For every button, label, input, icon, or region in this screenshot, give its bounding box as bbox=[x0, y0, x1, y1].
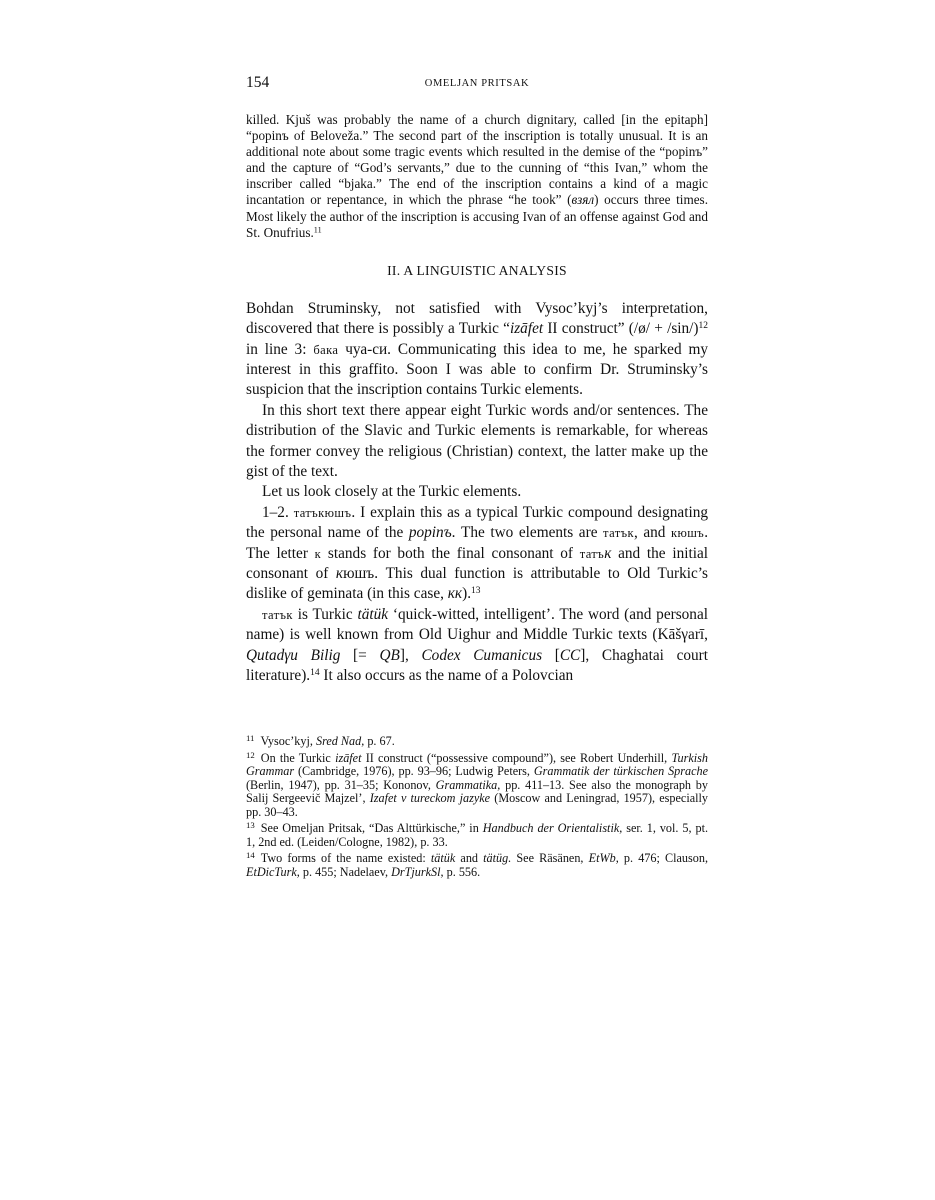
text-run: p. 67. bbox=[364, 734, 395, 749]
small-caps-term: татък bbox=[262, 607, 293, 622]
book-page bbox=[246, 72, 708, 879]
small-caps-term: татък bbox=[603, 526, 634, 541]
text-run: pp. 411–13. See also the monograph by Salij Sergeevič Majzel’, bbox=[246, 777, 708, 806]
footnote-11 bbox=[246, 732, 708, 748]
text-run: (Cambridge, 1976), pp. 93–96; Ludwig Peters, bbox=[294, 764, 534, 779]
text-run: . I explain this as a typical Turkic compound designating the personal name of the bbox=[246, 503, 709, 542]
footnote-number: 11 bbox=[246, 733, 255, 744]
small-caps-term: к bbox=[314, 546, 322, 561]
text-run: 1–2. bbox=[262, 503, 294, 521]
italic-title: Izafet v tureckom jazyke bbox=[369, 791, 491, 806]
footnote-ref[interactable]: 11 bbox=[313, 225, 322, 235]
italic-term: izāfet bbox=[335, 750, 362, 765]
italic-title: Grammatik der türkischen Sprache bbox=[533, 764, 709, 779]
text-run: . The letter bbox=[246, 524, 709, 562]
footnote-number: 12 bbox=[246, 749, 255, 760]
text-run: and bbox=[455, 851, 484, 866]
paragraph-look-closely: Let us look closely at the Turkic elements. bbox=[262, 483, 522, 501]
text-run: p. 556. bbox=[443, 864, 481, 879]
text-run: ). bbox=[462, 585, 472, 603]
italic-term: Qutadγu Bilig bbox=[246, 646, 341, 664]
text-run: ser. 1, vol. 5, pt. 1, 2nd ed. (Leiden/Cologne, 1982), p. 33. bbox=[246, 821, 708, 849]
text-run: (Moscow and Leningrad, 1957), especially pp. 30–43. bbox=[246, 791, 708, 819]
footnote-12 bbox=[246, 749, 708, 819]
text-run: ], Chaghatai court literature). bbox=[246, 646, 708, 685]
italic-term: popinъ bbox=[408, 524, 452, 542]
footnote-ref[interactable]: 14 bbox=[310, 667, 320, 678]
italic-term: tätük bbox=[430, 851, 456, 866]
footnote-14 bbox=[246, 849, 708, 879]
italic-term: QB bbox=[379, 646, 400, 664]
text-run: II construct” (/ø/ + /sin/) bbox=[543, 320, 699, 338]
footnote-13 bbox=[246, 819, 708, 849]
footnote-number: 13 bbox=[246, 820, 255, 831]
text-run: юшъ. This dual function is attributable to Old Turkic’s dislike of geminata (in this case, bbox=[246, 565, 708, 603]
text-run: [ bbox=[542, 646, 560, 664]
italic-term: CC bbox=[559, 646, 581, 664]
italic-title: Grammatika, bbox=[435, 777, 501, 792]
text-run: is Turkic bbox=[292, 605, 358, 623]
text-run: It also occurs as the name of a Polovcian bbox=[319, 667, 574, 685]
text-run: Two forms of the name existed: bbox=[260, 851, 431, 866]
running-head bbox=[246, 72, 708, 98]
italic-word: взял bbox=[571, 192, 595, 208]
intro-text bbox=[246, 112, 708, 241]
text-run: Vysoc’kyj, bbox=[260, 734, 316, 749]
running-title: OMELJAN PRITSAK bbox=[424, 78, 530, 89]
italic-term: к bbox=[604, 544, 612, 562]
italic-title: Handbuch der Orientalistik, bbox=[482, 821, 623, 836]
small-caps-term: татъкюшъ bbox=[293, 505, 352, 520]
italic-term: izāfet bbox=[509, 320, 544, 338]
text-run: p. 455; Nadelaev, bbox=[299, 864, 392, 879]
text-run: stands for both the final consonant of bbox=[321, 544, 580, 562]
paragraph-distribution: In this short text there appear eight Turkic words and/or sentences. The distribution of the Slavic and Turkic elements is remarkable, for whereas the former convey the religious (Christian) context, the latter make up the gist of the text. bbox=[246, 401, 708, 480]
text-run: чуа-си. Communicating this idea to me, he sparked my interest in this graffito. Soon I was able to confirm Dr. Struminsky’s suspicion that the inscription contains Turkic elements. bbox=[246, 340, 709, 399]
small-caps-term: татъ bbox=[579, 546, 605, 561]
small-caps-term: бака bbox=[313, 342, 339, 357]
italic-title: Turkish Grammar bbox=[246, 750, 709, 779]
italic-title: DrTjurkSl, bbox=[391, 864, 444, 879]
small-caps-term: кюшъ bbox=[671, 526, 705, 541]
text-run: See Omeljan Pritsak, “Das Alttürkische,” in bbox=[260, 821, 483, 836]
text-run: See Räsänen, bbox=[511, 851, 589, 866]
text-run: and the initial consonant of bbox=[246, 544, 709, 583]
text-run: ‘quick-witted, intelligent’. The word (and personal name) is well known from Old Uighur and Middle Turkic texts (Kāšγarī, bbox=[246, 605, 708, 644]
text-run: in line 3: bbox=[246, 340, 314, 358]
text-run: On the Turkic bbox=[260, 750, 336, 765]
text-run: p. 476; Clauson, bbox=[618, 851, 708, 866]
paragraph-tatk bbox=[246, 605, 708, 687]
text-run: II construct (“possessive compound”), see Robert Underhill, bbox=[361, 750, 672, 765]
paragraph-struminsky bbox=[246, 299, 708, 401]
intro-text-part: killed. Kjuš was probably the name of a church dignitary, called [in the epitaph] “popinъ of Beloveža.” The second part of the inscription is totally unusual. It is an additional note about some tragic events which resulted in the demise of the “popinъ” and the capture of “God’s servants,” due to the cunning of “this Ivan,” whom the inscriber called “bjaka.” The end of the inscription contains a kind of a magic incantation or repentance, in which the phrase “he took” ( bbox=[246, 112, 708, 208]
footnote-ref[interactable]: 13 bbox=[471, 586, 481, 597]
italic-term: tätüg. bbox=[483, 851, 512, 866]
italic-title: Sred Nad, bbox=[315, 734, 365, 749]
text-run: (Berlin, 1947), pp. 31–35; Kononov, bbox=[246, 777, 436, 792]
text-run: Bohdan Struminsky, not satisfied with Vysoc’kyj’s interpretation, discovered that there is possibly a Turkic “ bbox=[246, 299, 708, 338]
intro-paragraph bbox=[246, 112, 708, 241]
paragraph-tatkjus bbox=[246, 503, 708, 605]
italic-title: EtWb, bbox=[588, 851, 619, 866]
text-run: . The two elements are bbox=[451, 524, 604, 542]
italic-title: EtDicTurk, bbox=[246, 864, 300, 879]
body-text bbox=[246, 299, 708, 687]
section-heading: II. A LINGUISTIC ANALYSIS bbox=[387, 262, 567, 278]
italic-term: Codex Cumanicus bbox=[421, 646, 543, 664]
page-number: 154 bbox=[246, 74, 270, 91]
footnotes bbox=[246, 732, 708, 879]
footnote-number: 14 bbox=[246, 850, 255, 861]
footnote-ref[interactable]: 12 bbox=[698, 320, 708, 331]
text-run: ], bbox=[399, 646, 422, 664]
intro-text-part: ) occurs three times. Most likely the author of the inscription is accusing Ivan of an offense against God and St. Onufrius. bbox=[246, 192, 708, 240]
italic-term: кк bbox=[447, 585, 463, 603]
italic-term: к bbox=[335, 565, 344, 583]
text-run: , and bbox=[633, 524, 671, 542]
text-run: [= bbox=[340, 646, 380, 664]
italic-term: tätük bbox=[357, 605, 389, 623]
